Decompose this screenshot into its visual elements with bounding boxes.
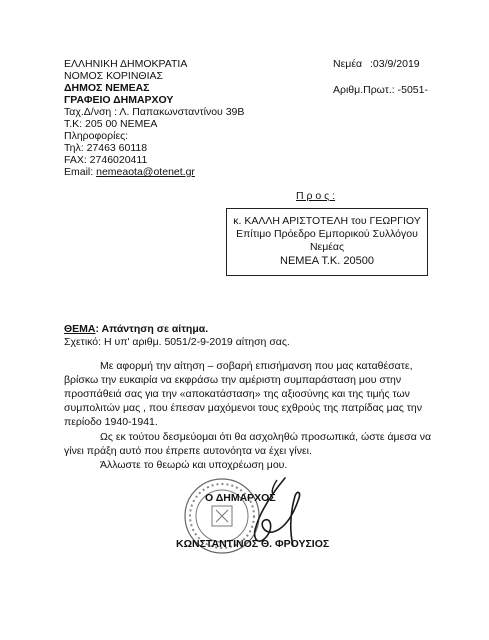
email-link[interactable]: nemeaota@otenet.gr [96, 166, 195, 178]
email-label: Email: [64, 166, 94, 178]
body-line: Ως εκ τούτου δεσμεύομαι ότι θα ασχοληθώ προσωπικά, ώστε άμεσα να [100, 431, 432, 443]
place: Νεμέα [333, 58, 363, 70]
postal-address: Ταχ.Δ/νση : Λ. Παπακωνσταντίνου 39Β [64, 106, 245, 118]
subject-text: : Απάντηση σε αίτημα. [95, 323, 209, 335]
office-name: ΓΡΑΦΕΙΟ ΔΗΜΑΡΧΟΥ [64, 94, 174, 106]
subject-label: ΘΕΜΑ [64, 323, 96, 335]
subject-line [64, 323, 208, 336]
recipient-box [226, 208, 428, 276]
recipient-title: Επίτιμο Πρόεδρο Εμπορικού Συλλόγου [236, 228, 418, 240]
recipient-address: ΝΕΜΕΑ Τ.Κ. 20500 [280, 255, 374, 267]
postcode: Τ.Κ: 205 00 ΝΕΜΕΑ [64, 118, 158, 130]
body-line: προσπάθειά σας για την «αποκατάσταση» της αξιοσύνης και της τιμής των [64, 388, 410, 400]
body-line: βρίσκω την ευκαιρία να εκφράσω την αμέριστη συμπαράσταση μου στην [64, 374, 402, 386]
recipient-town: Νεμέας [309, 241, 345, 253]
body-line: συμπολιτών μας , που έπεσαν μαχόμενοι τους εχθρούς της πατρίδας μας την [64, 402, 422, 414]
recipient-heading: Π ρ ο ς : [296, 190, 336, 202]
body-line: γίνει πράξη αυτό που έπρεπε αυτονόητα να έχει γίνει. [64, 445, 312, 457]
phone: Τηλ: 27463 60118 [64, 142, 148, 154]
protocol-number: Αριθμ.Πρωτ.: -5051- [333, 84, 428, 96]
date: :03/9/2019 [370, 58, 420, 70]
municipality-name: ΔΗΜΟΣ ΝΕΜΕΑΣ [64, 82, 150, 94]
prefecture-name: ΝΟΜΟΣ ΚΟΡΙΝΘΙΑΣ [64, 70, 164, 82]
body-paragraph-2 [64, 430, 430, 458]
recipient-name: κ. ΚΑΛΛΗ ΑΡΙΣΤΟΤΕΛΗ του ΓΕΩΡΓΙΟΥ [233, 215, 421, 227]
body-paragraph-1 [64, 359, 430, 429]
body-line: περίοδο 1940-1941. [64, 416, 158, 428]
signatory-title: Ο ΔΗΜΑΡΧΟΣ [205, 492, 276, 504]
fax: FAX: 2746020411 [64, 154, 148, 166]
body-line: Με αφορμή την αίτηση – σοβαρή επισήμανση που μας καταθέσατε, [100, 360, 413, 372]
related-reference: Σχετικό: Η υπ' αριθμ. 5051/2-9-2019 αίτηση σας. [64, 336, 290, 348]
info-label: Πληροφορίες: [64, 130, 129, 142]
email-line [64, 166, 195, 179]
state-name: ΕΛΛΗΝΙΚΗ ΔΗΜΟΚΡΑΤΙΑ [64, 58, 188, 70]
signatory-name: ΚΩΝΣΤΑΝΤΙΝΟΣ Θ. ΦΡΟΥΣΙΟΣ [176, 538, 330, 550]
body-line: Άλλωστε το θεωρώ και υποχρέωση μου. [100, 459, 288, 471]
